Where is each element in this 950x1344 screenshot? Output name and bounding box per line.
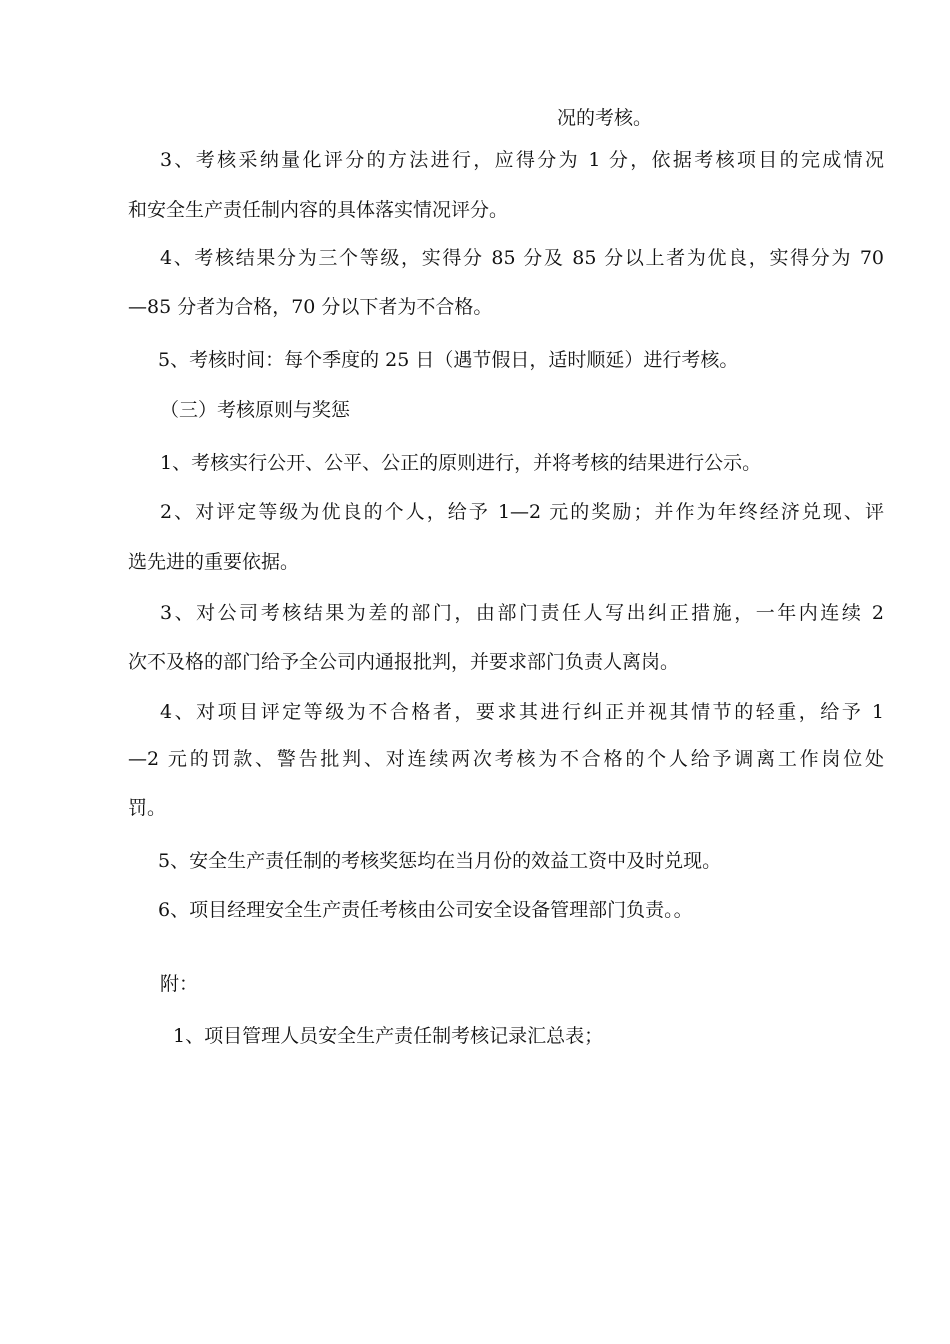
text-line: 5、安全生产责任制的考核奖惩均在当月份的效益工资中及时兑现。 xyxy=(158,850,722,872)
text-line: 1、考核实行公开、公平、公正的原则进行，并将考核的结果进行公示。 xyxy=(160,452,762,474)
text-line: 3、对公司考核结果为差的部门，由部门责任人写出纠正措施，一年内连续 2 xyxy=(160,602,884,624)
text-line: 6、项目经理安全生产责任考核由公司安全设备管理部门负责。。 xyxy=(158,899,693,921)
text-line: 罚。 xyxy=(128,797,167,819)
text-line: 选先进的重要依据。 xyxy=(128,551,300,573)
text-line: —85 分者为合格，70 分以下者为不合格。 xyxy=(128,296,493,318)
text-line: 况的考核。 xyxy=(557,107,653,129)
text-line: 和安全生产责任制内容的具体落实情况评分。 xyxy=(128,199,509,221)
attachment-item: 1、项目管理人员安全生产责任制考核记录汇总表； xyxy=(173,1025,604,1047)
text-line: 5、考核时间：每个季度的 25 日（遇节假日，适时顺延）进行考核。 xyxy=(158,349,739,371)
text-line: 次不及格的部门给予全公司内通报批判，并要求部门负责人离岗。 xyxy=(128,651,680,673)
text-line: 4、对项目评定等级为不合格者，要求其进行纠正并视其情节的轻重，给予 1 xyxy=(160,701,884,723)
text-line: —2 元的罚款、警告批判、对连续两次考核为不合格的个人给予调离工作岗位处 xyxy=(128,748,884,770)
text-line: 4、考核结果分为三个等级，实得分 85 分及 85 分以上者为优良，实得分为 70 xyxy=(160,247,884,269)
text-line: 3、考核采纳量化评分的方法进行，应得分为 1 分，依据考核项目的完成情况 xyxy=(160,149,884,171)
text-line: 2、对评定等级为优良的个人，给予 1—2 元的奖励；并作为年终经济兑现、评 xyxy=(160,501,884,523)
attachment-label: 附： xyxy=(160,973,199,995)
section-heading: （三）考核原则与奖惩 xyxy=(160,399,351,421)
